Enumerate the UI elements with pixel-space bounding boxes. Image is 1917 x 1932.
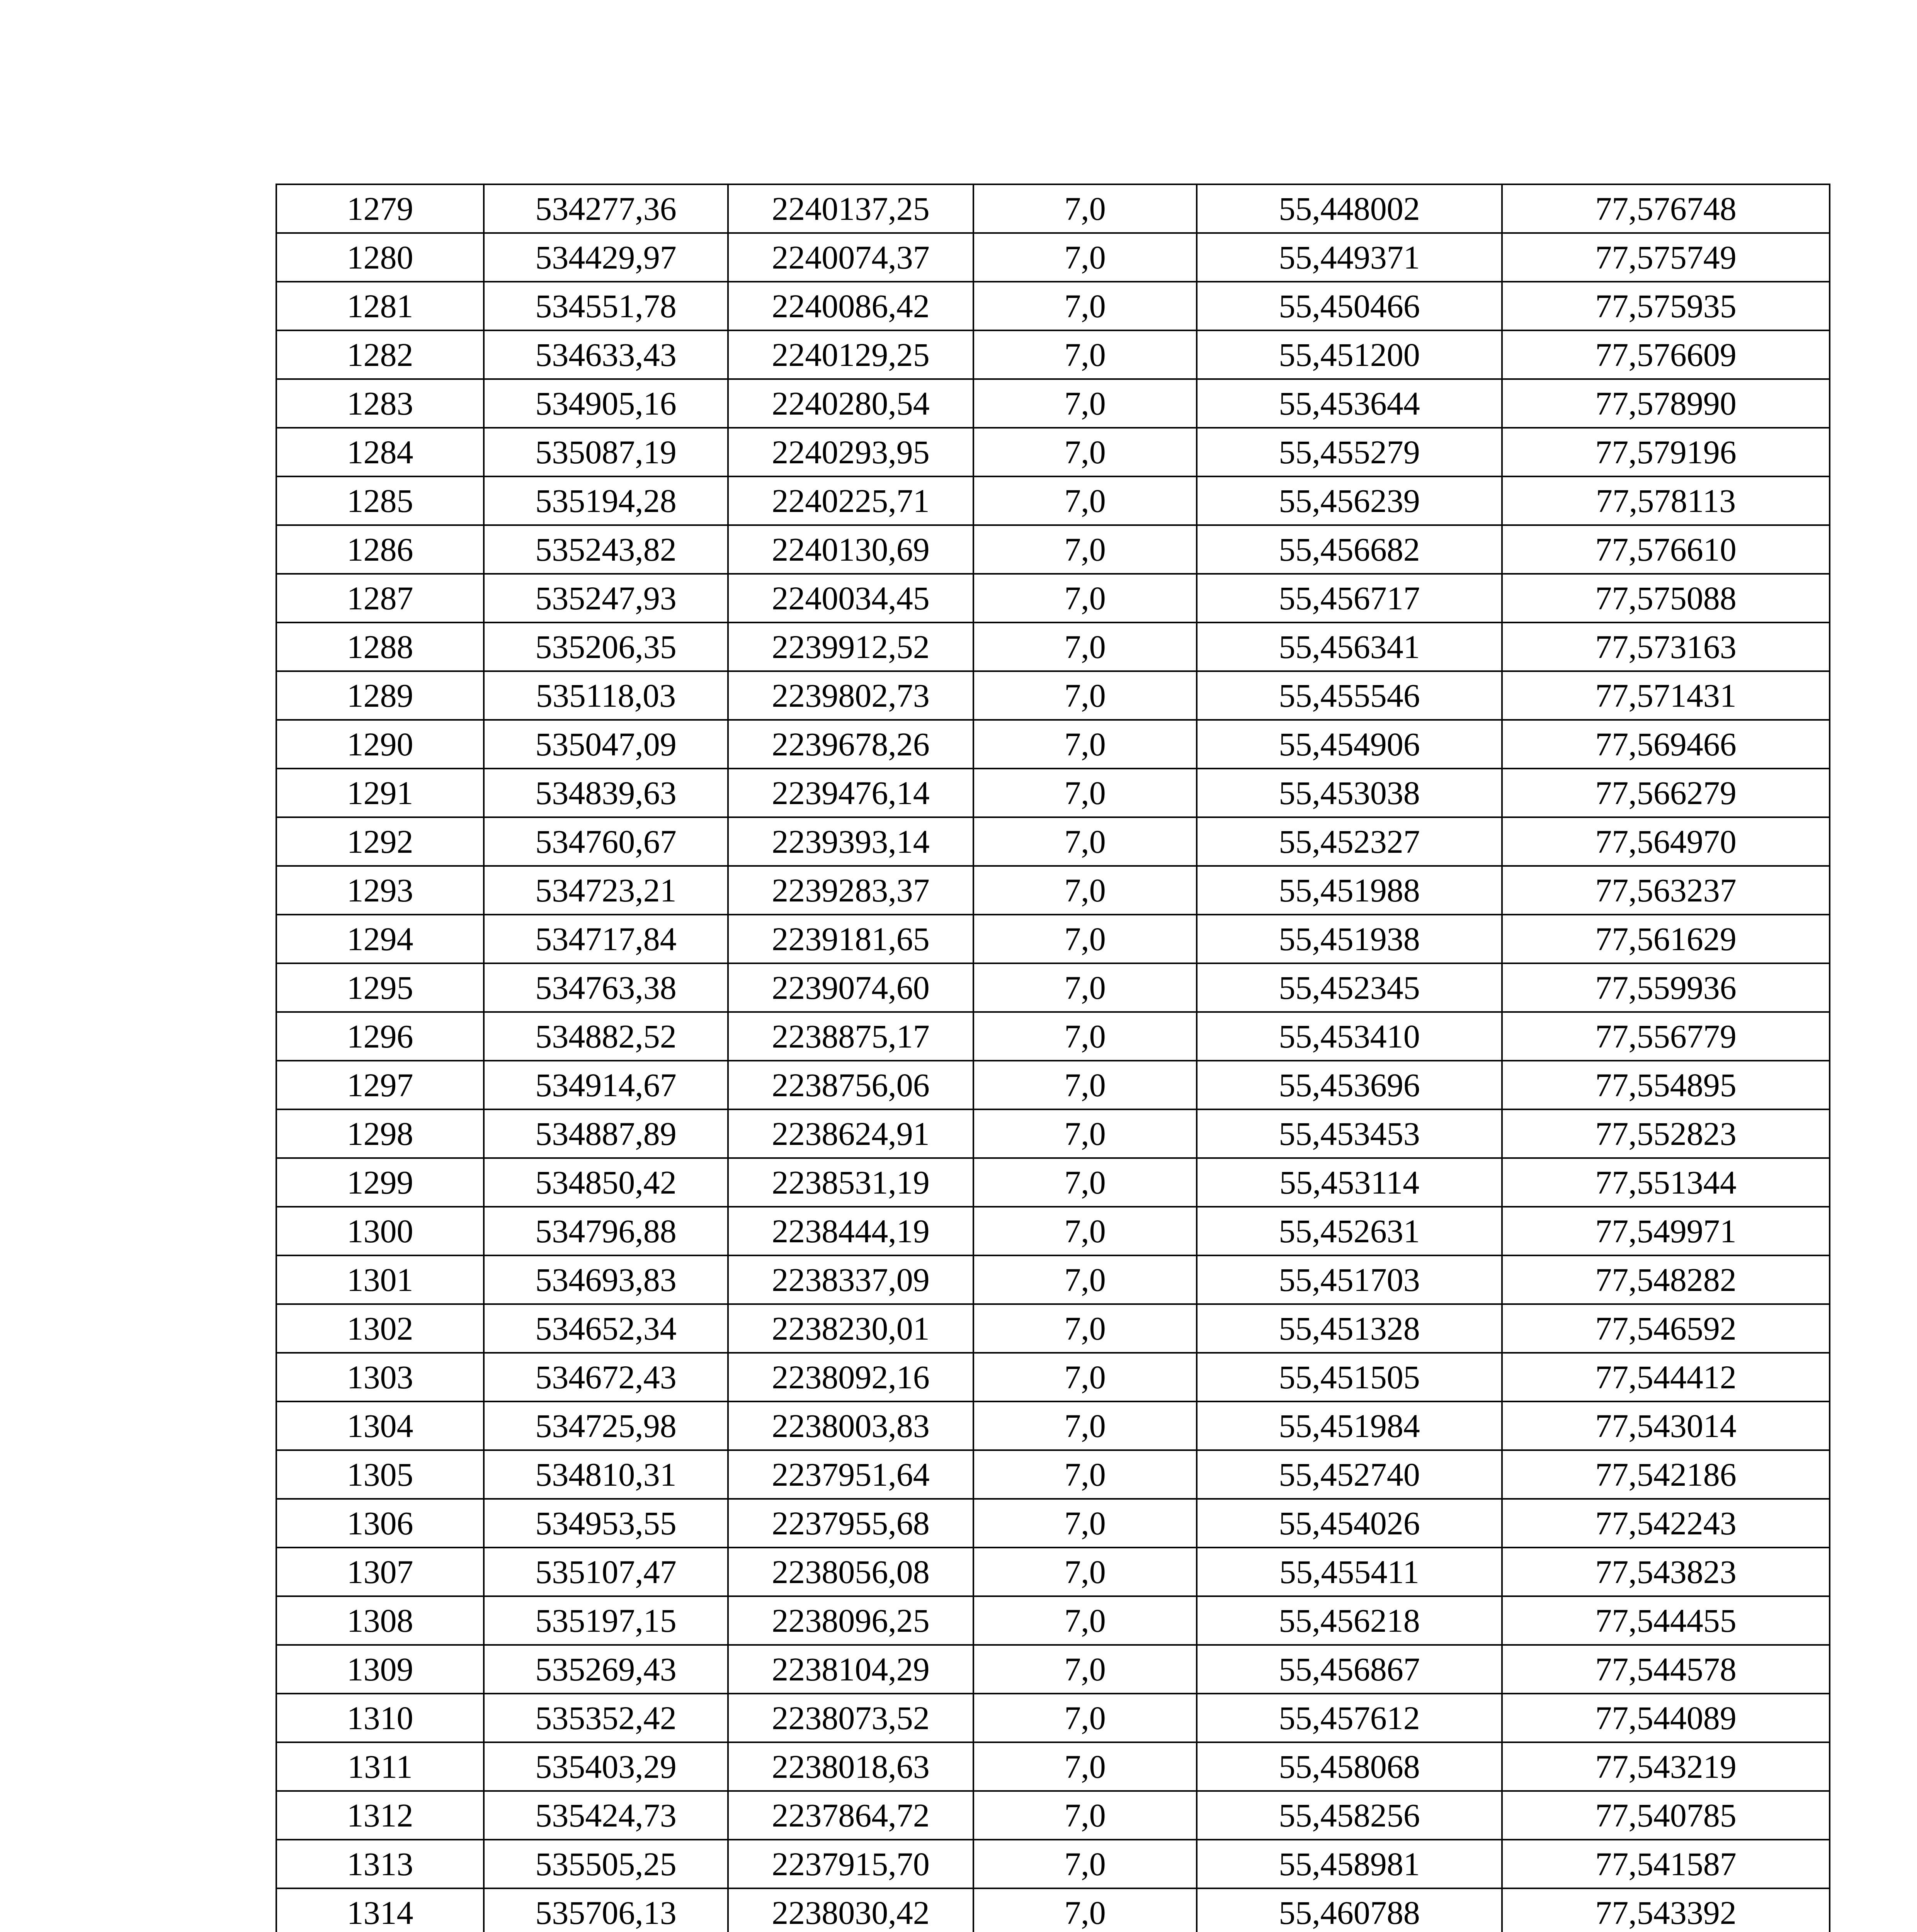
x-coordinate-cell: 535087,19: [484, 428, 728, 476]
longitude-cell: 77,563237: [1502, 866, 1830, 915]
x-coordinate-cell: 534905,16: [484, 379, 728, 428]
latitude-cell: 55,454906: [1197, 720, 1502, 769]
latitude-cell: 55,451938: [1197, 915, 1502, 963]
error-cell: 7,0: [973, 1450, 1197, 1499]
point-number-cell: 1298: [276, 1109, 484, 1158]
error-cell: 7,0: [973, 1840, 1197, 1888]
x-coordinate-cell: 535243,82: [484, 525, 728, 574]
table-row: [276, 428, 1830, 476]
table-row: [276, 1596, 1830, 1645]
table-row: [276, 1255, 1830, 1304]
latitude-cell: 55,456717: [1197, 574, 1502, 622]
latitude-cell: 55,450466: [1197, 282, 1502, 330]
table-row: [276, 720, 1830, 769]
error-cell: 7,0: [973, 1109, 1197, 1158]
latitude-cell: 55,456867: [1197, 1645, 1502, 1694]
longitude-cell: 77,543392: [1502, 1888, 1830, 1932]
table-row: [276, 184, 1830, 233]
x-coordinate-cell: 535247,93: [484, 574, 728, 622]
table-row: [276, 476, 1830, 525]
error-cell: 7,0: [973, 525, 1197, 574]
error-cell: 7,0: [973, 1353, 1197, 1401]
x-coordinate-cell: 534717,84: [484, 915, 728, 963]
error-cell: 7,0: [973, 1791, 1197, 1840]
table-row: [276, 1694, 1830, 1742]
error-cell: 7,0: [973, 1158, 1197, 1207]
point-number-cell: 1307: [276, 1548, 484, 1596]
point-number-cell: 1284: [276, 428, 484, 476]
x-coordinate-cell: 534763,38: [484, 963, 728, 1012]
x-coordinate-cell: 534760,67: [484, 817, 728, 866]
y-coordinate-cell: 2239476,14: [728, 769, 973, 817]
y-coordinate-cell: 2238003,83: [728, 1401, 973, 1450]
error-cell: 7,0: [973, 1304, 1197, 1353]
x-coordinate-cell: 535424,73: [484, 1791, 728, 1840]
y-coordinate-cell: 2240074,37: [728, 233, 973, 282]
table-row: [276, 233, 1830, 282]
y-coordinate-cell: 2238096,25: [728, 1596, 973, 1645]
latitude-cell: 55,448002: [1197, 184, 1502, 233]
longitude-cell: 77,575088: [1502, 574, 1830, 622]
latitude-cell: 55,452327: [1197, 817, 1502, 866]
error-cell: 7,0: [973, 1499, 1197, 1548]
error-cell: 7,0: [973, 574, 1197, 622]
point-number-cell: 1287: [276, 574, 484, 622]
error-cell: 7,0: [973, 1596, 1197, 1645]
table-row: [276, 1061, 1830, 1109]
table-row: [276, 1158, 1830, 1207]
table-row: [276, 769, 1830, 817]
longitude-cell: 77,544578: [1502, 1645, 1830, 1694]
y-coordinate-cell: 2238104,29: [728, 1645, 973, 1694]
table-row: [276, 1207, 1830, 1255]
x-coordinate-cell: 535269,43: [484, 1645, 728, 1694]
table-row: [276, 1499, 1830, 1548]
point-number-cell: 1305: [276, 1450, 484, 1499]
error-cell: 7,0: [973, 1207, 1197, 1255]
point-number-cell: 1301: [276, 1255, 484, 1304]
table-row: [276, 963, 1830, 1012]
longitude-cell: 77,575749: [1502, 233, 1830, 282]
table-row: [276, 1548, 1830, 1596]
point-number-cell: 1310: [276, 1694, 484, 1742]
table-row: [276, 1353, 1830, 1401]
latitude-cell: 55,451703: [1197, 1255, 1502, 1304]
latitude-cell: 55,451984: [1197, 1401, 1502, 1450]
x-coordinate-cell: 534796,88: [484, 1207, 728, 1255]
latitude-cell: 55,458981: [1197, 1840, 1502, 1888]
point-number-cell: 1281: [276, 282, 484, 330]
x-coordinate-cell: 534672,43: [484, 1353, 728, 1401]
latitude-cell: 55,453410: [1197, 1012, 1502, 1061]
error-cell: 7,0: [973, 963, 1197, 1012]
table-row: [276, 525, 1830, 574]
error-cell: 7,0: [973, 866, 1197, 915]
longitude-cell: 77,544089: [1502, 1694, 1830, 1742]
point-number-cell: 1297: [276, 1061, 484, 1109]
latitude-cell: 55,455411: [1197, 1548, 1502, 1596]
error-cell: 7,0: [973, 233, 1197, 282]
point-number-cell: 1303: [276, 1353, 484, 1401]
longitude-cell: 77,578113: [1502, 476, 1830, 525]
table-row: [276, 1012, 1830, 1061]
x-coordinate-cell: 534850,42: [484, 1158, 728, 1207]
x-coordinate-cell: 534887,89: [484, 1109, 728, 1158]
table-row: [276, 1645, 1830, 1694]
longitude-cell: 77,569466: [1502, 720, 1830, 769]
x-coordinate-cell: 534429,97: [484, 233, 728, 282]
x-coordinate-cell: 534810,31: [484, 1450, 728, 1499]
longitude-cell: 77,571431: [1502, 671, 1830, 720]
x-coordinate-cell: 535197,15: [484, 1596, 728, 1645]
error-cell: 7,0: [973, 720, 1197, 769]
y-coordinate-cell: 2240129,25: [728, 330, 973, 379]
longitude-cell: 77,575935: [1502, 282, 1830, 330]
error-cell: 7,0: [973, 915, 1197, 963]
longitude-cell: 77,576609: [1502, 330, 1830, 379]
longitude-cell: 77,579196: [1502, 428, 1830, 476]
point-number-cell: 1306: [276, 1499, 484, 1548]
x-coordinate-cell: 535352,42: [484, 1694, 728, 1742]
y-coordinate-cell: 2238337,09: [728, 1255, 973, 1304]
x-coordinate-cell: 535107,47: [484, 1548, 728, 1596]
error-cell: 7,0: [973, 476, 1197, 525]
longitude-cell: 77,552823: [1502, 1109, 1830, 1158]
x-coordinate-cell: 534882,52: [484, 1012, 728, 1061]
point-number-cell: 1280: [276, 233, 484, 282]
point-number-cell: 1313: [276, 1840, 484, 1888]
longitude-cell: 77,541587: [1502, 1840, 1830, 1888]
point-number-cell: 1288: [276, 622, 484, 671]
table-row: [276, 915, 1830, 963]
table-row: [276, 282, 1830, 330]
x-coordinate-cell: 534723,21: [484, 866, 728, 915]
longitude-cell: 77,566279: [1502, 769, 1830, 817]
y-coordinate-cell: 2237915,70: [728, 1840, 973, 1888]
table-row: [276, 1109, 1830, 1158]
point-number-cell: 1282: [276, 330, 484, 379]
y-coordinate-cell: 2238230,01: [728, 1304, 973, 1353]
x-coordinate-cell: 534839,63: [484, 769, 728, 817]
point-number-cell: 1291: [276, 769, 484, 817]
table-row: [276, 1840, 1830, 1888]
error-cell: 7,0: [973, 817, 1197, 866]
y-coordinate-cell: 2238092,16: [728, 1353, 973, 1401]
y-coordinate-cell: 2240137,25: [728, 184, 973, 233]
point-number-cell: 1295: [276, 963, 484, 1012]
table-body: [276, 184, 1830, 1932]
table-row: [276, 379, 1830, 428]
x-coordinate-cell: 534277,36: [484, 184, 728, 233]
table-row: [276, 1742, 1830, 1791]
error-cell: 7,0: [973, 1694, 1197, 1742]
table-row: [276, 671, 1830, 720]
error-cell: 7,0: [973, 622, 1197, 671]
y-coordinate-cell: 2238030,42: [728, 1888, 973, 1932]
point-number-cell: 1304: [276, 1401, 484, 1450]
longitude-cell: 77,576748: [1502, 184, 1830, 233]
x-coordinate-cell: 534633,43: [484, 330, 728, 379]
error-cell: 7,0: [973, 1401, 1197, 1450]
y-coordinate-cell: 2238073,52: [728, 1694, 973, 1742]
error-cell: 7,0: [973, 379, 1197, 428]
longitude-cell: 77,542186: [1502, 1450, 1830, 1499]
latitude-cell: 55,460788: [1197, 1888, 1502, 1932]
longitude-cell: 77,573163: [1502, 622, 1830, 671]
x-coordinate-cell: 534652,34: [484, 1304, 728, 1353]
latitude-cell: 55,453038: [1197, 769, 1502, 817]
y-coordinate-cell: 2240225,71: [728, 476, 973, 525]
point-number-cell: 1293: [276, 866, 484, 915]
latitude-cell: 55,451328: [1197, 1304, 1502, 1353]
y-coordinate-cell: 2238756,06: [728, 1061, 973, 1109]
longitude-cell: 77,551344: [1502, 1158, 1830, 1207]
error-cell: 7,0: [973, 671, 1197, 720]
latitude-cell: 55,457612: [1197, 1694, 1502, 1742]
point-number-cell: 1289: [276, 671, 484, 720]
latitude-cell: 55,455546: [1197, 671, 1502, 720]
point-number-cell: 1299: [276, 1158, 484, 1207]
latitude-cell: 55,454026: [1197, 1499, 1502, 1548]
table-row: [276, 1401, 1830, 1450]
longitude-cell: 77,540785: [1502, 1791, 1830, 1840]
point-number-cell: 1300: [276, 1207, 484, 1255]
longitude-cell: 77,549971: [1502, 1207, 1830, 1255]
y-coordinate-cell: 2238444,19: [728, 1207, 973, 1255]
longitude-cell: 77,576610: [1502, 525, 1830, 574]
latitude-cell: 55,453453: [1197, 1109, 1502, 1158]
point-number-cell: 1290: [276, 720, 484, 769]
point-number-cell: 1308: [276, 1596, 484, 1645]
latitude-cell: 55,452345: [1197, 963, 1502, 1012]
error-cell: 7,0: [973, 1742, 1197, 1791]
error-cell: 7,0: [973, 1888, 1197, 1932]
y-coordinate-cell: 2238018,63: [728, 1742, 973, 1791]
x-coordinate-cell: 534725,98: [484, 1401, 728, 1450]
longitude-cell: 77,556779: [1502, 1012, 1830, 1061]
y-coordinate-cell: 2239283,37: [728, 866, 973, 915]
table-row: [276, 1791, 1830, 1840]
table-row: [276, 1450, 1830, 1499]
longitude-cell: 77,544412: [1502, 1353, 1830, 1401]
y-coordinate-cell: 2238056,08: [728, 1548, 973, 1596]
point-number-cell: 1296: [276, 1012, 484, 1061]
latitude-cell: 55,451505: [1197, 1353, 1502, 1401]
latitude-cell: 55,458256: [1197, 1791, 1502, 1840]
latitude-cell: 55,451988: [1197, 866, 1502, 915]
y-coordinate-cell: 2240293,95: [728, 428, 973, 476]
x-coordinate-cell: 535403,29: [484, 1742, 728, 1791]
y-coordinate-cell: 2239074,60: [728, 963, 973, 1012]
y-coordinate-cell: 2239181,65: [728, 915, 973, 963]
latitude-cell: 55,453114: [1197, 1158, 1502, 1207]
y-coordinate-cell: 2240086,42: [728, 282, 973, 330]
table-row: [276, 330, 1830, 379]
latitude-cell: 55,453644: [1197, 379, 1502, 428]
point-number-cell: 1285: [276, 476, 484, 525]
x-coordinate-cell: 535047,09: [484, 720, 728, 769]
latitude-cell: 55,458068: [1197, 1742, 1502, 1791]
point-number-cell: 1312: [276, 1791, 484, 1840]
latitude-cell: 55,456218: [1197, 1596, 1502, 1645]
point-number-cell: 1309: [276, 1645, 484, 1694]
longitude-cell: 77,561629: [1502, 915, 1830, 963]
y-coordinate-cell: 2240130,69: [728, 525, 973, 574]
y-coordinate-cell: 2237951,64: [728, 1450, 973, 1499]
error-cell: 7,0: [973, 330, 1197, 379]
table-row: [276, 1304, 1830, 1353]
longitude-cell: 77,554895: [1502, 1061, 1830, 1109]
y-coordinate-cell: 2238624,91: [728, 1109, 973, 1158]
y-coordinate-cell: 2239912,52: [728, 622, 973, 671]
x-coordinate-cell: 535206,35: [484, 622, 728, 671]
y-coordinate-cell: 2239802,73: [728, 671, 973, 720]
y-coordinate-cell: 2237864,72: [728, 1791, 973, 1840]
point-number-cell: 1279: [276, 184, 484, 233]
longitude-cell: 77,544455: [1502, 1596, 1830, 1645]
latitude-cell: 55,451200: [1197, 330, 1502, 379]
x-coordinate-cell: 535118,03: [484, 671, 728, 720]
x-coordinate-cell: 535194,28: [484, 476, 728, 525]
point-number-cell: 1292: [276, 817, 484, 866]
longitude-cell: 77,564970: [1502, 817, 1830, 866]
table-row: [276, 817, 1830, 866]
latitude-cell: 55,452740: [1197, 1450, 1502, 1499]
error-cell: 7,0: [973, 1548, 1197, 1596]
longitude-cell: 77,543014: [1502, 1401, 1830, 1450]
longitude-cell: 77,543823: [1502, 1548, 1830, 1596]
y-coordinate-cell: 2237955,68: [728, 1499, 973, 1548]
x-coordinate-cell: 534551,78: [484, 282, 728, 330]
longitude-cell: 77,546592: [1502, 1304, 1830, 1353]
error-cell: 7,0: [973, 282, 1197, 330]
y-coordinate-cell: 2240034,45: [728, 574, 973, 622]
y-coordinate-cell: 2239678,26: [728, 720, 973, 769]
longitude-cell: 77,543219: [1502, 1742, 1830, 1791]
error-cell: 7,0: [973, 184, 1197, 233]
longitude-cell: 77,542243: [1502, 1499, 1830, 1548]
table-row: [276, 574, 1830, 622]
error-cell: 7,0: [973, 1061, 1197, 1109]
x-coordinate-cell: 535505,25: [484, 1840, 728, 1888]
point-number-cell: 1283: [276, 379, 484, 428]
point-number-cell: 1294: [276, 915, 484, 963]
latitude-cell: 55,456341: [1197, 622, 1502, 671]
error-cell: 7,0: [973, 769, 1197, 817]
error-cell: 7,0: [973, 1255, 1197, 1304]
latitude-cell: 55,452631: [1197, 1207, 1502, 1255]
y-coordinate-cell: 2239393,14: [728, 817, 973, 866]
point-number-cell: 1314: [276, 1888, 484, 1932]
table-row: [276, 1888, 1830, 1932]
error-cell: 7,0: [973, 1645, 1197, 1694]
longitude-cell: 77,559936: [1502, 963, 1830, 1012]
y-coordinate-cell: 2238531,19: [728, 1158, 973, 1207]
table-row: [276, 866, 1830, 915]
x-coordinate-cell: 534953,55: [484, 1499, 728, 1548]
latitude-cell: 55,455279: [1197, 428, 1502, 476]
x-coordinate-cell: 535706,13: [484, 1888, 728, 1932]
coordinates-table: [276, 184, 1830, 1932]
latitude-cell: 55,453696: [1197, 1061, 1502, 1109]
longitude-cell: 77,578990: [1502, 379, 1830, 428]
point-number-cell: 1286: [276, 525, 484, 574]
x-coordinate-cell: 534914,67: [484, 1061, 728, 1109]
error-cell: 7,0: [973, 428, 1197, 476]
y-coordinate-cell: 2238875,17: [728, 1012, 973, 1061]
longitude-cell: 77,548282: [1502, 1255, 1830, 1304]
latitude-cell: 55,456239: [1197, 476, 1502, 525]
table-row: [276, 622, 1830, 671]
point-number-cell: 1311: [276, 1742, 484, 1791]
y-coordinate-cell: 2240280,54: [728, 379, 973, 428]
error-cell: 7,0: [973, 1012, 1197, 1061]
x-coordinate-cell: 534693,83: [484, 1255, 728, 1304]
point-number-cell: 1302: [276, 1304, 484, 1353]
latitude-cell: 55,456682: [1197, 525, 1502, 574]
latitude-cell: 55,449371: [1197, 233, 1502, 282]
